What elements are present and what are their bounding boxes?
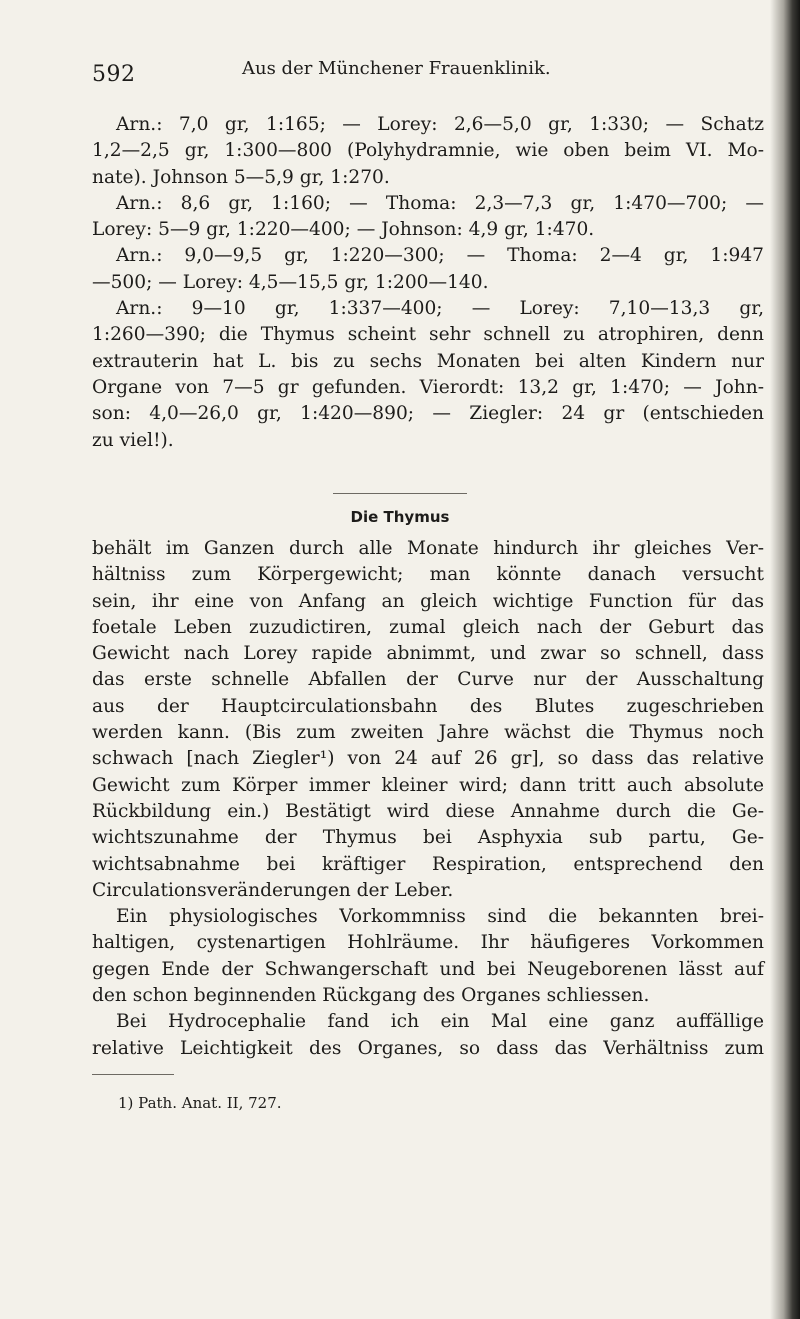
text-line: Arn.: 8,6 gr, 1:160; — Thoma: 2,3—7,3 gr, 1:470—700; — — [116, 192, 764, 214]
text-line: Gewicht zum Körper immer kleiner wird; dann tritt auch absolute — [92, 774, 764, 796]
running-title: Aus der Münchener Frauenklinik. — [242, 58, 551, 79]
data-paragraphs — [92, 112, 764, 454]
text-line: sein, ihr eine von Anfang an gleich wichtige Function für das — [92, 590, 764, 612]
text-line: Circulationsveränderungen der Leber. — [92, 879, 454, 901]
text-line: zu viel!). — [92, 429, 174, 451]
text-line: Bei Hydrocephalie fand ich ein Mal eine ganz auffällige — [116, 1011, 764, 1033]
text-line: relative Leichtigkeit des Organes, so dass das Verhältniss zum — [92, 1037, 764, 1059]
text-line: Lorey: 5—9 gr, 1:220—400; — Johnson: 4,9 gr, 1:470. — [92, 219, 595, 241]
text-line: Arn.: 9—10 gr, 1:337—400; — Lorey: 7,10—13,3 gr, — [116, 298, 764, 320]
text-line: behält im Ganzen durch alle Monate hindurch ihr gleiches Ver- — [92, 538, 764, 559]
section-heading: Die Thymus — [350, 508, 450, 526]
text-line: 1,2—2,5 gr, 1:300—800 (Polyhydramnie, wie oben beim VI. Mo- — [92, 140, 764, 162]
page-header — [92, 50, 762, 90]
footnote: 1) Path. Anat. II, 727. — [118, 1094, 282, 1112]
text-line: haltigen, cystenartigen Hohlräume. Ihr häufigeres Vorkommen — [92, 932, 764, 954]
text-line: son: 4,0—26,0 gr, 1:420—890; — Ziegler: 24 gr (entschieden — [92, 403, 764, 425]
text-line: Arn.: 7,0 gr, 1:165; — Lorey: 2,6—5,0 gr, 1:330; — Schatz — [116, 114, 764, 135]
text-line: foetale Leben zuzudictiren, zumal gleich nach der Geburt das — [92, 616, 764, 638]
text-line: aus der Hauptcirculationsbahn des Blutes zugeschrieben — [92, 695, 764, 717]
text-line: das erste schnelle Abfallen der Curve nur der Ausschaltung — [92, 669, 764, 691]
text-line: den schon beginnenden Rückgang des Organes schliessen. — [92, 985, 650, 1007]
page-number: 592 — [92, 62, 136, 87]
text-line: hältniss zum Körpergewicht; man könnte danach versucht — [92, 564, 764, 586]
text-line: 1:260—390; die Thymus scheint sehr schnell zu atrophiren, denn — [92, 324, 764, 346]
text-line: werden kann. (Bis zum zweiten Jahre wächst die Thymus noch — [92, 722, 764, 744]
text-line: Ein physiologisches Vorkommniss sind die bekannten brei- — [116, 906, 764, 928]
text-line: Gewicht nach Lorey rapide abnimmt, und zwar so schnell, dass — [92, 643, 764, 665]
text-line: nate). Johnson 5—5,9 gr, 1:270. — [92, 166, 390, 188]
text-line: extrauterin hat L. bis zu sechs Monaten bei alten Kindern nur — [92, 350, 764, 372]
text-line: Arn.: 9,0—9,5 gr, 1:220—300; — Thoma: 2—4 gr, 1:947 — [116, 245, 764, 267]
text-line: —500; — Lorey: 4,5—15,5 gr, 1:200—140. — [92, 271, 489, 293]
text-line: Organe von 7—5 gr gefunden. Vierordt: 13,2 gr, 1:470; — John- — [92, 376, 764, 398]
text-line: schwach [nach Ziegler¹) von 24 auf 26 gr], so dass das relative — [92, 748, 764, 770]
thymus-section — [92, 536, 764, 1062]
text-line: Rückbildung ein.) Bestätigt wird diese Annahme durch die Ge- — [92, 800, 764, 822]
text-line: wichtszunahme der Thymus bei Asphyxia sub partu, Ge- — [92, 827, 764, 849]
text-line: wichtsabnahme bei kräftiger Respiration, entsprechend den — [92, 853, 764, 875]
section-divider — [333, 493, 467, 494]
text-line: gegen Ende der Schwangerschaft und bei Neugeborenen lässt auf — [92, 958, 764, 980]
footnote-divider — [92, 1074, 174, 1075]
scan-binding-shadow — [770, 0, 800, 1319]
